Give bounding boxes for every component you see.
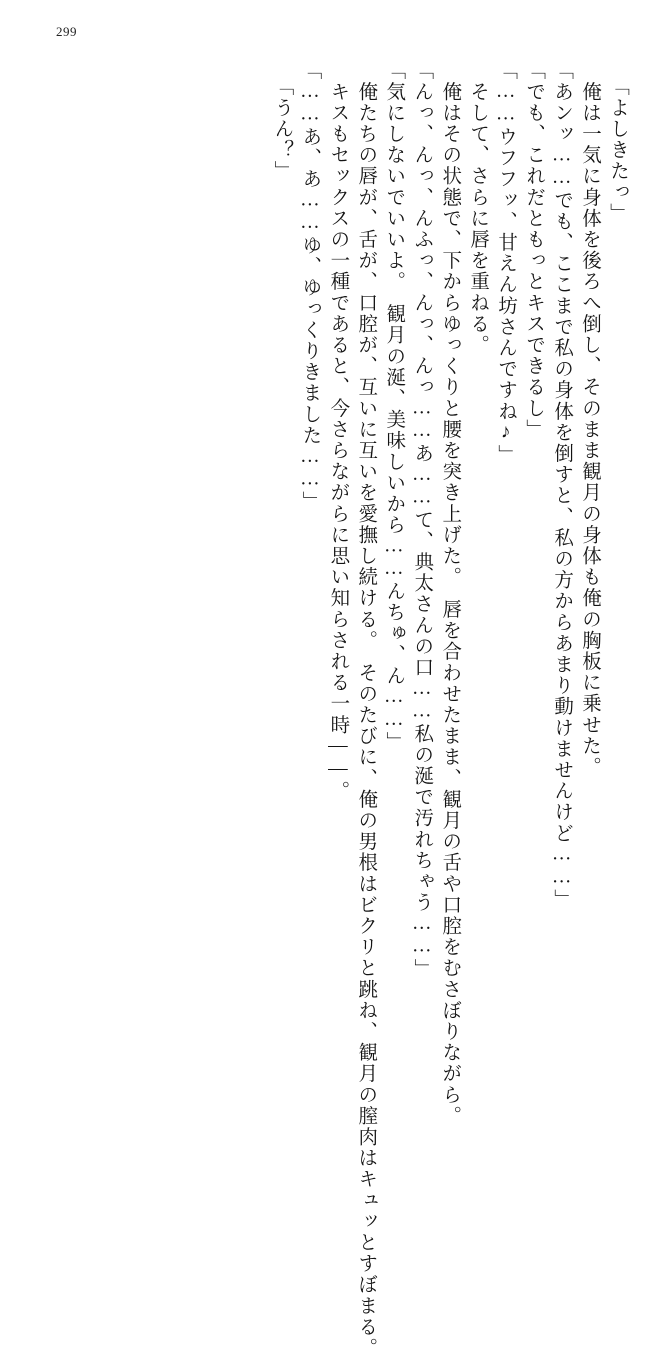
text-column: 俺は一気に身体を後ろへ倒し、そのまま観月の身体も俺の胸板に乗せた。 — [579, 60, 601, 778]
text-column: 「うん？」 — [271, 76, 293, 182]
vertical-text-body — [48, 60, 628, 1358]
text-column: 「あンッ……でも、ここまで私の身体を倒すと、私の方からあまり動けませんけど……」 — [551, 60, 573, 910]
text-column: 「んっ、んっ、んふっ、んっ、んっ……あ……て、典太さんの口……私の涎で汚れちゃう……」 — [411, 60, 433, 980]
text-column: 俺はその状態で、下からゆっくりと腰を突き上げた。 唇を合わせたまま、観月の舌や口腔をむさぼりながら。 — [439, 60, 461, 1127]
text-column: キスもセックスの一種であると、今さらながらに思い知らされる一時——。 — [327, 60, 349, 802]
text-column: 「でも、これだともっとキスできるし」 — [523, 60, 545, 440]
text-column: 「気にしないでいいよ。 観月の涎、美味しいから……んちゅ、ん……」 — [383, 60, 405, 753]
text-column: 「……あ、あ……ゆ、ゆっくりきました……」 — [299, 60, 321, 513]
text-column: そして、さらに唇を重ねる。 — [467, 60, 489, 356]
page-number: 299 — [56, 24, 77, 39]
text-column: 俺たちの唇が、舌が、口腔が、互いに互いを愛撫し続ける。 そのたびに、俺の男根はビクリと跳ね、観月の膣肉はキュッとすぼまる。 — [355, 60, 377, 1358]
text-column: 「よしきたっ」 — [607, 76, 628, 224]
text-column: 「……ウフフッ、甘えん坊さんですね♪」 — [495, 60, 517, 466]
